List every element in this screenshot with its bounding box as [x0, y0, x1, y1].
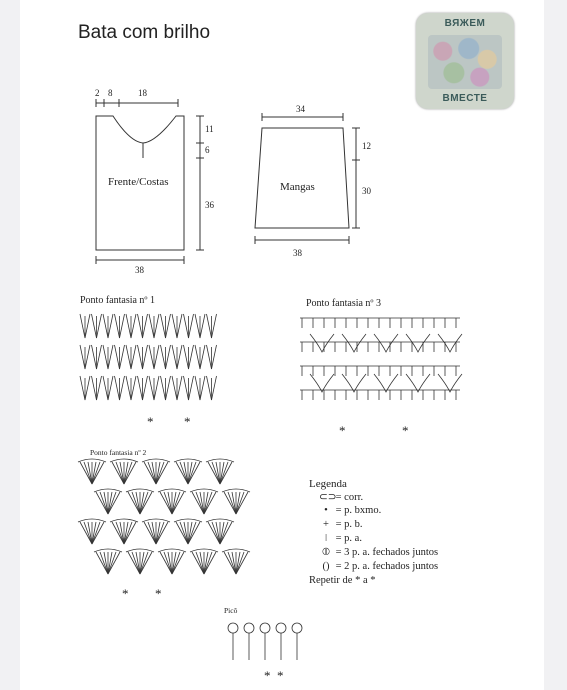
- legend-item: () = 2 p. a. fechados juntos: [319, 561, 438, 572]
- stitch-shell-fan: [124, 462, 132, 484]
- stitch-chain-arc: [158, 549, 186, 552]
- logo-bottom-text: ВМЕСТЕ: [442, 93, 488, 104]
- stitch-chain-arc: [174, 519, 202, 522]
- stitch-shell-fan: [220, 462, 228, 484]
- sleeve-label: Mangas: [280, 181, 315, 193]
- stitch-chain-arc: [190, 489, 218, 492]
- stitch-shell-fan: [188, 522, 196, 544]
- stitch-chain-arc: [222, 489, 250, 492]
- stitch-shell-fan: [204, 492, 212, 514]
- stitch-chain-arc: [142, 519, 170, 522]
- stitch-shell-fan: [236, 552, 244, 574]
- stitch-chain-arc: [78, 459, 106, 462]
- legend-item: ⦶ = 3 p. a. fechados juntos: [319, 547, 438, 559]
- repeat-mark: *: [155, 586, 162, 601]
- stitch-shell-fan: [84, 462, 92, 484]
- logo-top-text: ВЯЖЕМ: [444, 18, 486, 29]
- stitch-leaf-cluster: [406, 374, 430, 392]
- stitch-chain-arc: [174, 459, 202, 462]
- stitch-shell-fan: [228, 552, 236, 574]
- repeat-mark: *: [184, 414, 191, 429]
- stitch-shell-fan: [84, 522, 92, 544]
- legend-repeat: Repetir de * a *: [309, 575, 376, 586]
- stitch-chain-arc: [94, 549, 122, 552]
- ponto2-title: Ponto fantasia nº 2: [90, 448, 147, 457]
- double-crochet-icon: ǀ: [324, 533, 328, 544]
- stitch-chain-arc: [190, 549, 218, 552]
- stitch-shell-fan: [156, 522, 164, 544]
- dim-right-a: 11: [205, 124, 214, 134]
- stitch-leaf-cluster: [406, 334, 430, 352]
- sleeve-dim-bottom: 38: [293, 248, 302, 258]
- sleeve-outline: [255, 128, 349, 228]
- dim-top-b: 8: [108, 88, 113, 98]
- repeat-mark: *: [264, 668, 271, 683]
- stitch-leaf-cluster: [342, 374, 366, 392]
- stitch-chain-arc: [126, 549, 154, 552]
- stitch-shell-fan: [228, 492, 236, 514]
- stitch-shell-fan: [148, 522, 156, 544]
- page-title: Bata com brilho: [78, 22, 211, 43]
- stitch-shell-fan: [164, 492, 172, 514]
- repeat-mark: *: [122, 586, 129, 601]
- pico-title: Picô: [224, 606, 238, 615]
- ponto1-title: Ponto fantasia nº 1: [80, 295, 156, 306]
- stitch-shell-fan: [140, 552, 148, 574]
- repeat-mark: *: [339, 423, 346, 438]
- stitch-chain-arc: [206, 519, 234, 522]
- stitch-picot: [292, 623, 302, 633]
- dim-right-c: 36: [205, 200, 214, 210]
- stitch-chain-arc: [110, 459, 138, 462]
- stitch-chain-arc: [222, 549, 250, 552]
- sleeve-dim-right-a: 12: [362, 141, 371, 151]
- stitch-shell-fan: [196, 552, 204, 574]
- stitch-leaf-cluster: [438, 334, 462, 352]
- cluster-2-icon: (): [322, 561, 330, 572]
- repeat-mark: *: [147, 414, 154, 429]
- stitch-shell-fan: [140, 492, 148, 514]
- stitch-shell-fan: [180, 522, 188, 544]
- stitch-chain-arc: [126, 489, 154, 492]
- stitch-shell-fan: [156, 462, 164, 484]
- stitch-shell-fan: [236, 492, 244, 514]
- stitch-shell-fan: [108, 552, 116, 574]
- legend-item: ⊂⊃ = corr.: [319, 492, 364, 503]
- stitch-shell-fan: [212, 462, 220, 484]
- legend-item: + = p. b.: [319, 519, 363, 530]
- dim-right-b: 6: [205, 145, 210, 155]
- dim-top-a: 2: [95, 88, 100, 98]
- stitch-chain-arc: [158, 489, 186, 492]
- stitch-shell-fan: [172, 492, 180, 514]
- stitch-shell-fan: [212, 522, 220, 544]
- stitch-shell-fan: [116, 522, 124, 544]
- stitch-picot: [260, 623, 270, 633]
- stitch-picot: [276, 623, 286, 633]
- stitch-shell-fan: [100, 492, 108, 514]
- stitch-shell-fan: [220, 522, 228, 544]
- stitch-shell-fan: [116, 462, 124, 484]
- stitch-chain-arc: [206, 459, 234, 462]
- stitch-shell-fan: [180, 462, 188, 484]
- repeat-mark: *: [402, 423, 409, 438]
- stitch-picot: [244, 623, 254, 633]
- legend-item: ǀ = p. a.: [319, 533, 362, 544]
- stitch-shell-fan: [188, 462, 196, 484]
- repeat-mark: *: [277, 668, 284, 683]
- stitch-leaf-cluster: [310, 334, 334, 352]
- stitch-shell-fan: [172, 552, 180, 574]
- stitch-picot: [228, 623, 238, 633]
- chain-icon: ⊂⊃: [319, 492, 337, 503]
- legend-item: • = p. bxmo.: [319, 505, 381, 516]
- dim-bottom: 38: [135, 265, 144, 275]
- stitch-shell-fan: [164, 552, 172, 574]
- stitch-leaf-cluster: [374, 334, 398, 352]
- stitch-leaf-cluster: [438, 374, 462, 392]
- stitch-leaf-cluster: [374, 374, 398, 392]
- stitch-shell-fan: [204, 552, 212, 574]
- stitch-chain-arc: [110, 519, 138, 522]
- stitch-shell-fan: [92, 522, 100, 544]
- stitch-shell-fan: [108, 492, 116, 514]
- single-crochet-icon: +: [323, 519, 329, 530]
- stitch-shell-fan: [196, 492, 204, 514]
- cluster-3-icon: ⦶: [322, 547, 330, 558]
- stitch-chain-arc: [142, 459, 170, 462]
- stitch-shell-fan: [148, 462, 156, 484]
- ponto3-title: Ponto fantasia nº 3: [306, 298, 382, 309]
- stitch-shell-fan: [132, 492, 140, 514]
- stitch-shell-fan: [132, 552, 140, 574]
- sleeve-dim-right-b: 30: [362, 186, 371, 196]
- dim-top-c: 18: [138, 88, 147, 98]
- sleeve-dim-top: 34: [296, 104, 305, 114]
- legend-title: Legenda: [309, 478, 347, 490]
- slip-stitch-icon: •: [324, 505, 328, 516]
- stitch-chain-arc: [78, 519, 106, 522]
- stitch-leaf-cluster: [310, 374, 334, 392]
- stitch-shell-fan: [100, 552, 108, 574]
- stitch-chain-arc: [94, 489, 122, 492]
- stitch-shell-fan: [124, 522, 132, 544]
- stitch-shell-fan: [92, 462, 100, 484]
- front-back-label: Frente/Costas: [108, 176, 169, 188]
